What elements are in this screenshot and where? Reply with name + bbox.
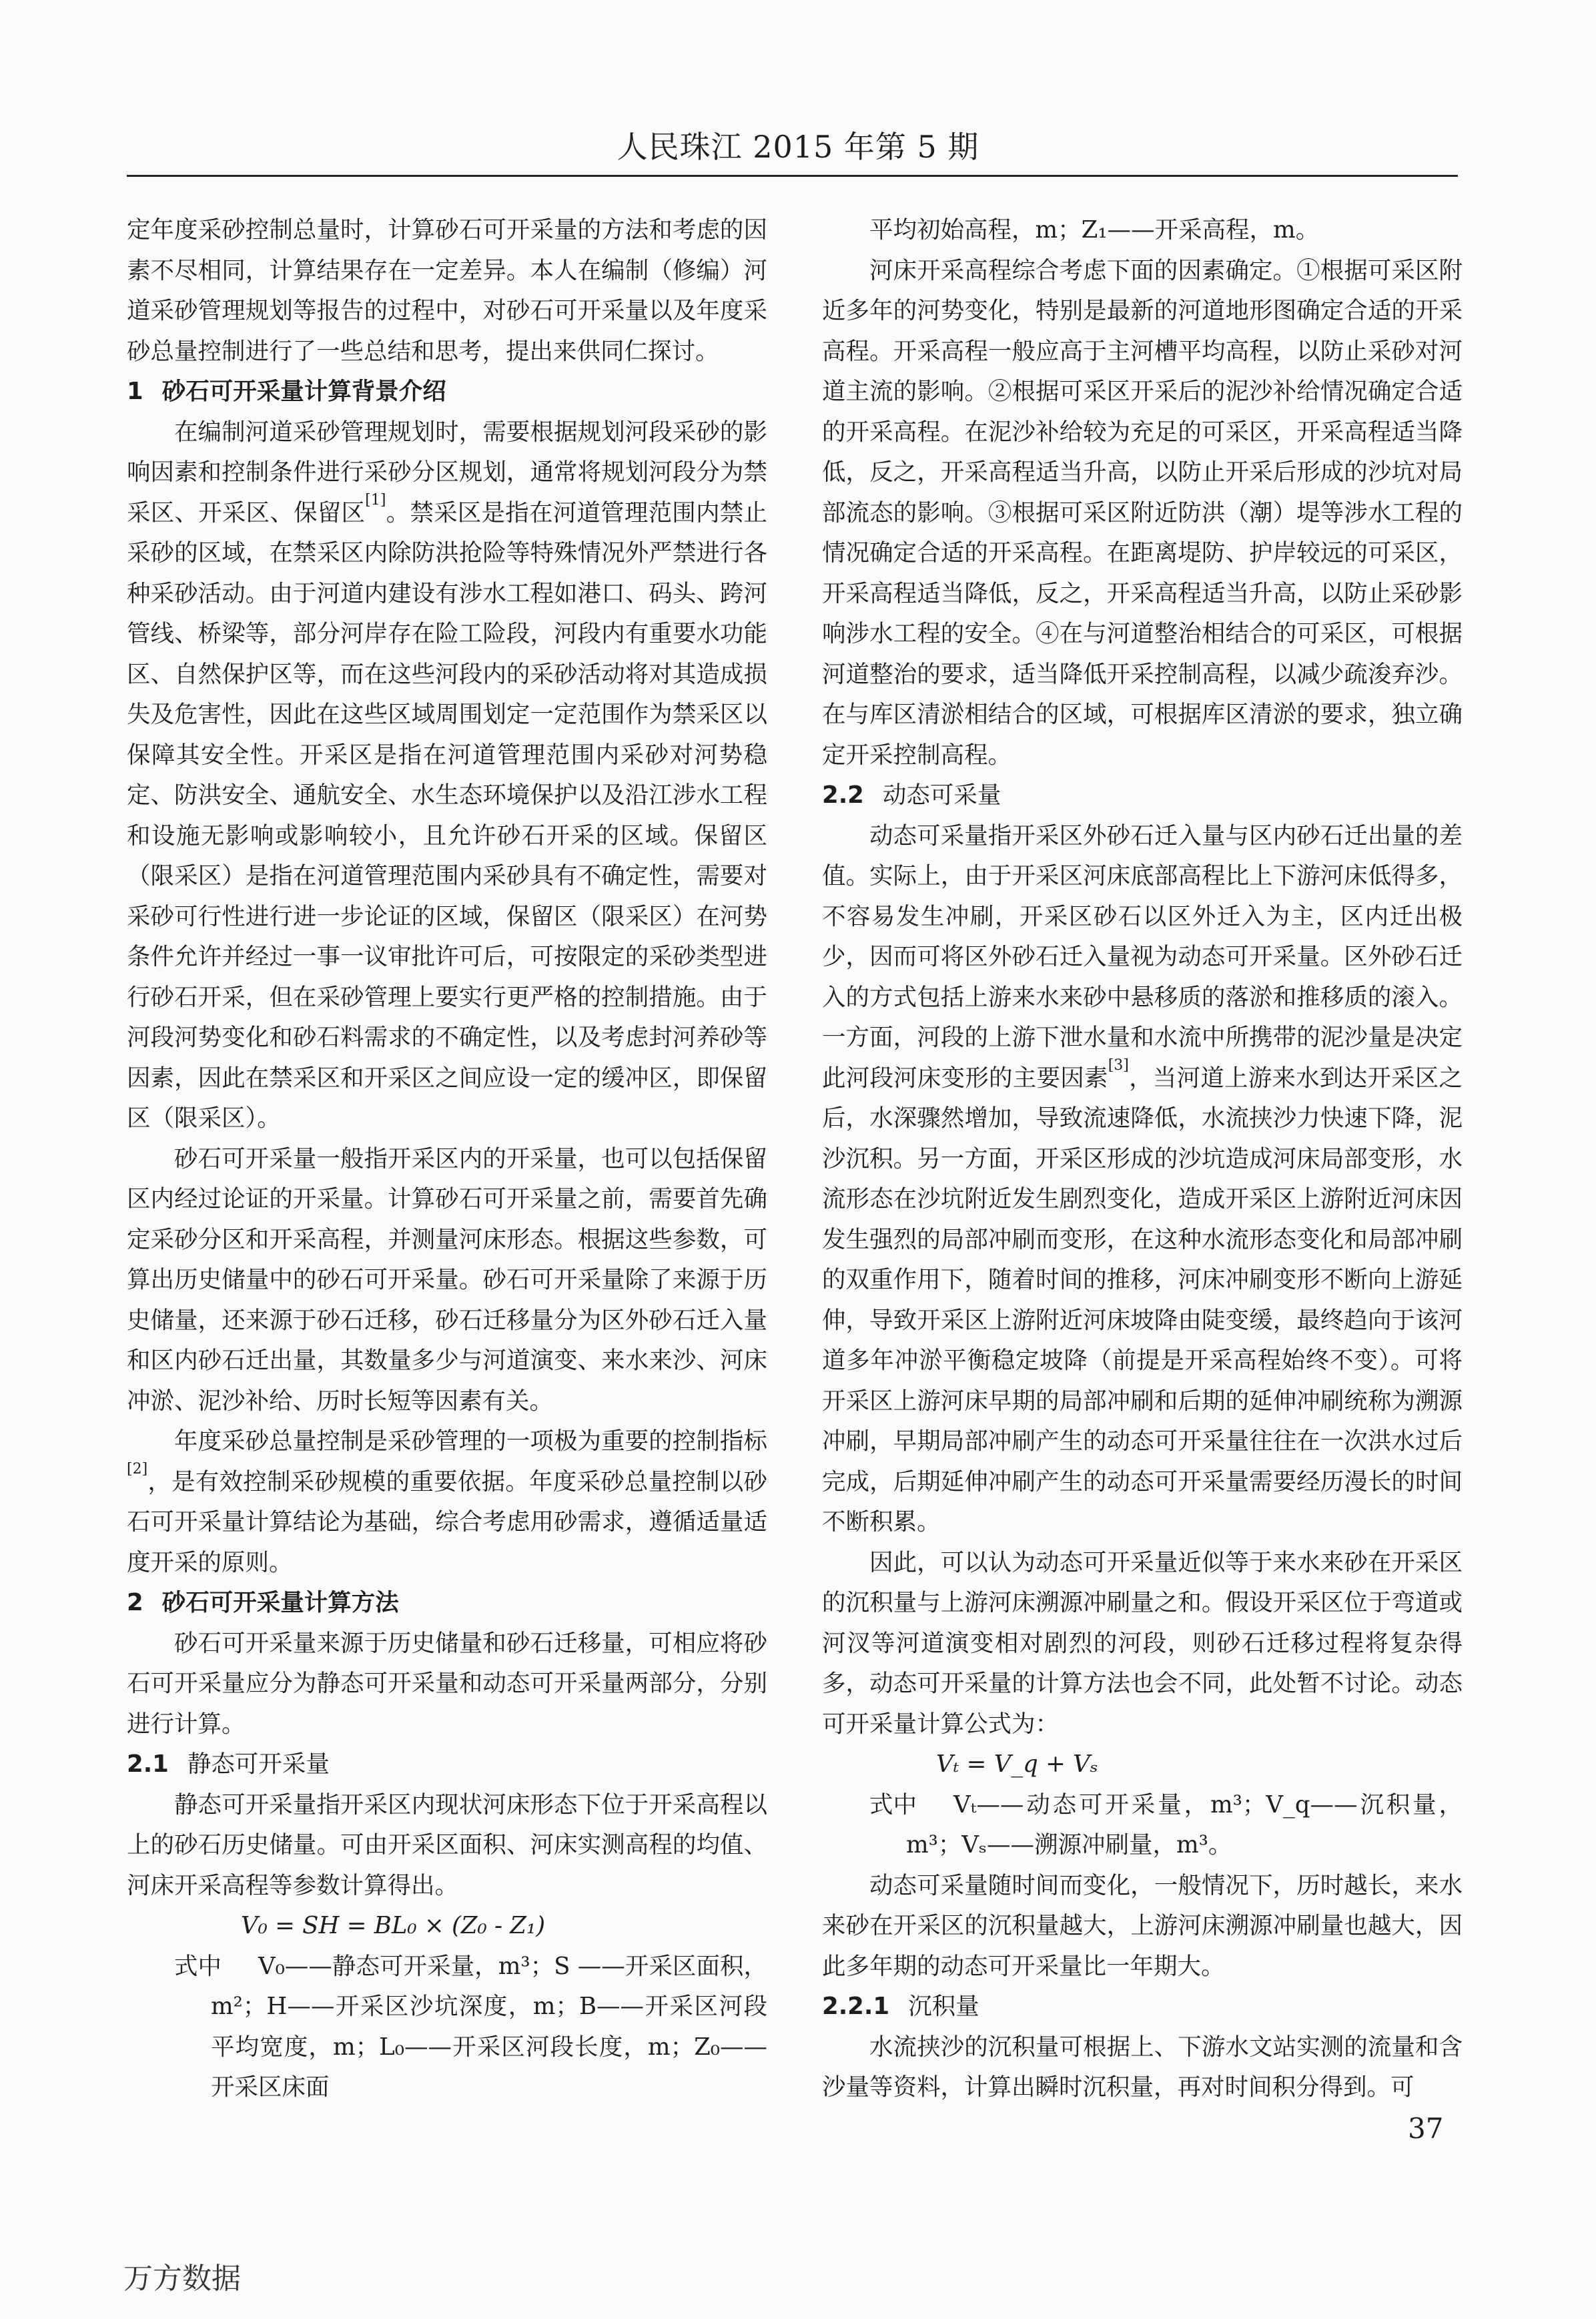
section-heading-2 <box>127 1583 767 1624</box>
right-column <box>822 210 1463 2108</box>
paragraph <box>127 1421 767 1583</box>
paragraph: 砂石可开采量来源于历史储量和砂石迁移量，可相应将砂石可开采量应分为静态可开采量和动态可开采量两部分，分别进行计算。 <box>127 1629 767 1738</box>
paragraph: 河床开采高程综合考虑下面的因素确定。①根据可采区附近多年的河势变化，特别是最新的河道地形图确定合适的开采高程。开采高程一般应高于主河槽平均高程，以防止采砂对河道主流的影响。②根据可采区开采后的泥沙补给情况确定合适的开采高程。在泥沙补给较为充足的可采区，开采高程适当降低，反之，开采高程适当升高，以防止开采后形成的沙坑对局部流态的影响。③根据可采区附近防洪（潮）堤等涉水工程的情况确定合适的开采高程。在距离堤防、护岸较远的可采区，开采高程适当降低，反之，开采高程适当升高，以防止采砂影响涉水工程的安全。④在与河道整治相结合的可采区，可根据河道整治的要求，适当降低开采控制高程，以减少疏浚弃沙。在与库区清淤相结合的区域，可根据库区清淤的要求，独立确定开采控制高程。 <box>822 256 1463 769</box>
formula-static: V₀ = SH = BL₀ × (Z₀ - Z₁) <box>241 1912 546 1939</box>
paragraph-text: 在编制河道采砂管理规划时，需要根据规划河段采砂的影响因素和控制条件进行采砂分区规划，通常将规划河段分为禁采区、开采区、保留区 <box>127 418 767 527</box>
section-number: 2.1 <box>127 1750 169 1778</box>
subsection-heading-2-2 <box>822 775 1463 816</box>
section-heading-1 <box>127 372 767 412</box>
where-label: 式中 <box>174 1952 222 1980</box>
section-number: 1 <box>127 378 143 405</box>
paragraph-text: ，是有效控制采砂规模的重要依据。年度采砂总量控制以砂石可开采量计算结论为基础，综合考虑用砂需求，遵循适量适度开采的原则。 <box>127 1467 767 1576</box>
paragraph-text: 。禁采区是指在河道管理范围内禁止采砂的区域，在禁采区内除防洪抢险等特殊情况外严禁进行各种采砂活动。由于河道内建设有涉水工程如港口、码头、跨河管线、桥梁等，部分河岸存在险工险段，河段内有重要水功能区、自然保护区等，而在这些河段内的采砂活动将对其造成损失及危害性，因此在这些区域周围划定一定范围作为禁采区以保障其安全性。开采区是指在河道管理范围内采砂对河势稳定、防洪安全、通航安全、水生态环境保护以及沿江涉水工程和设施无影响或影响较小，且允许砂石开采的区域。保留区（限采区）是指在河道管理范围内采砂具有不确定性，需要对采砂可行性进行进一步论证的区域，保留区（限采区）在河势条件允许并经过一事一议审批许可后，可按限定的采砂类型进行砂石开采，但在采砂管理上要实行更严格的控制措施。由于河段河势变化和砂石料需求的不确定性，以及考虑封河养砂等因素，因此在禁采区和开采区之间应设一定的缓冲区，即保留区（限采区）。 <box>127 499 767 1132</box>
paragraph: 水流挟沙的沉积量可根据上、下游水文站实测的流量和含沙量等资料，计算出瞬时沉积量，再对时间积分得到。可 <box>822 2033 1463 2101</box>
citation: [1] <box>365 491 386 509</box>
paragraph: 动态可采量随时间而变化，一般情况下，历时越长，来水来砂在开采区的沉积量越大，上游河床溯源冲刷量也越大，因此多年期的动态可开采量比一年期大。 <box>822 1871 1463 1980</box>
section-title: 动态可采量 <box>882 781 1002 809</box>
paragraph: 平均初始高程，m；Z₁——开采高程，m。 <box>869 216 1320 244</box>
formula-legend <box>822 1785 1463 1866</box>
header-rule <box>127 175 1458 177</box>
section-title: 静态可开采量 <box>187 1750 330 1778</box>
section-title: 沉积量 <box>908 1993 979 2020</box>
formula-dynamic: Vₜ = V_q + Vₛ <box>936 1750 1098 1778</box>
section-number: 2 <box>127 1589 143 1616</box>
section-number: 2.2.1 <box>822 1993 890 2020</box>
paragraph <box>822 816 1463 1543</box>
section-number: 2.2 <box>822 781 864 809</box>
journal-header: 人民珠江 2015 年第 5 期 <box>617 129 979 165</box>
legend-text: V₀——静态可开采量，m³；S ——开采区面积，m²；H——开采区沙坑深度，m；B——开采区河段平均宽度，m；L₀——开采区河段长度，m；Z₀——开采区床面 <box>211 1952 767 2101</box>
formula-legend <box>127 1947 767 2108</box>
section-title: 砂石可开采量计算方法 <box>161 1589 399 1616</box>
paragraph: 定年度采砂控制总量时，计算砂石可开采量的方法和考虑的因素不尽相同，计算结果存在一定差异。本人在编制（修编）河道采砂管理规划等报告的过程中，对砂石可开采量以及年度采砂总量控制进行了一些总结和思考，提出来供同仁探讨。 <box>127 216 767 365</box>
paragraph: 静态可开采量指开采区内现状河床形态下位于开采高程以上的砂石历史储量。可由开采区面积、河床实测高程的均值、河床开采高程等参数计算得出。 <box>127 1790 767 1899</box>
paragraph: 因此，可以认为动态可开采量近似等于来水来砂在开采区的沉积量与上游河床溯源冲刷量之和。假设开采区位于弯道或河汊等河道演变相对剧烈的河段，则砂石迁移过程将复杂得多，动态可开采量的计算方法也会不同，此处暂不讨论。动态可开采量计算公式为： <box>822 1548 1463 1738</box>
paragraph-text: 动态可采量指开采区外砂石迁入量与区内砂石迁出量的差值。实际上，由于开采区河床底部高程比上下游河床低得多，不容易发生冲刷，开采区砂石以区外迁入为主，区内迁出极少，因而可将区外砂石迁入量视为动态可开采量。区外砂石迁入的方式包括上游来水来砂中悬移质的落淤和推移质的滚入。一方面，河段的上游下泄水量和水流中所携带的泥沙量是决定此河段河床变形的主要因素 <box>822 821 1463 1092</box>
legend-text: Vₜ——动态可开采量，m³；V_q——沉积量，m³；Vₛ——溯源冲刷量，m³。 <box>906 1790 1463 1859</box>
subsection-heading-2-1 <box>127 1744 767 1785</box>
subsection-heading-2-2-1 <box>822 1987 1463 2027</box>
paragraph <box>127 412 767 1139</box>
page-number: 37 <box>1408 2112 1444 2145</box>
watermark: 万方数据 <box>123 2262 241 2296</box>
where-label: 式中 <box>869 1790 917 1818</box>
citation: [3] <box>1108 1056 1129 1074</box>
paragraph-text: ，当河道上游来水到达开采区之后，水深骤然增加，导致流速降低，水流挟沙力快速下降，泥沙沉积。另一方面，开采区形成的沙坑造成河床局部变形，水流形态在沙坑附近发生剧烈变化，造成开采区上游附近河床因发生强烈的局部冲刷而变形，在这种水流形态变化和局部冲刷的双重作用下，随着时间的推移，河床冲刷变形不断向上游延伸，导致开采区上游附近河床坡降由陡变缓，最终趋向于该河道多年冲淤平衡稳定坡降（前提是开采高程始终不变）。可将开采区上游河床早期的局部冲刷和后期的延伸冲刷统称为溯源冲刷，早期局部冲刷产生的动态可开采量往往在一次洪水过后完成，后期延伸冲刷产生的动态可开采量需要经历漫长的时间不断积累。 <box>822 1064 1463 1536</box>
paragraph: 砂石可开采量一般指开采区内的开采量，也可以包括保留区内经过论证的开采量。计算砂石可开采量之前，需要首先确定采砂分区和开采高程，并测量河床形态。根据这些参数，可算出历史储量中的砂石可开采量。砂石可开采量除了来源于历史储量，还来源于砂石迁移，砂石迁移量分为区外砂石迁入量和区内砂石迁出量，其数量多少与河道演变、来水来沙、河床冲淤、泥沙补给、历时长短等因素有关。 <box>127 1144 767 1415</box>
paragraph-text: 年度采砂总量控制是采砂管理的一项极为重要的控制指标 <box>174 1427 767 1455</box>
citation: [2] <box>127 1460 148 1477</box>
section-title: 砂石可开采量计算背景介绍 <box>161 378 446 405</box>
left-column <box>127 210 767 2108</box>
